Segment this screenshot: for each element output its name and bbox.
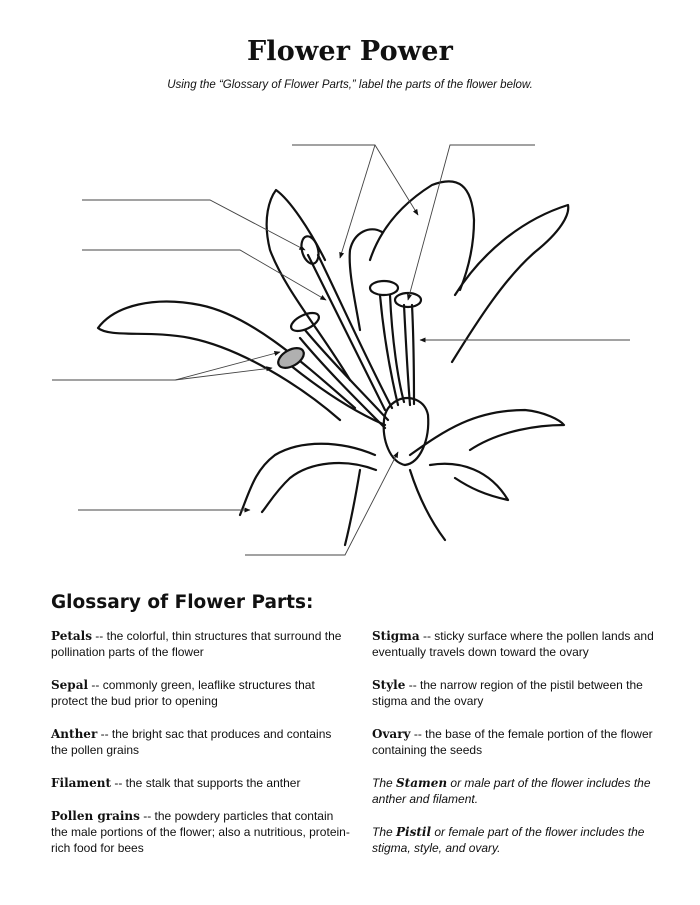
right-curl-petal [452, 205, 568, 362]
label-line-left-3b [175, 368, 272, 380]
glossary-entry: Filament -- the stalk that supports the anther [51, 776, 301, 790]
label-line-top-right [408, 145, 535, 300]
filament-3 [290, 365, 385, 425]
label-line-left-2 [82, 250, 326, 300]
right-petal [370, 181, 474, 290]
page-title: Flower Power [246, 36, 454, 67]
stigma-1 [370, 281, 398, 295]
label-lines [52, 145, 630, 555]
style-1b [390, 295, 404, 402]
ovary [384, 398, 429, 465]
sepal-right-lower [430, 464, 508, 500]
glossary-right-column [372, 628, 662, 873]
glossary-note: The Stamen or male part of the flower includes the anther and filament. [372, 776, 651, 806]
glossary-entry: Ovary -- the base of the female portion of the flower containing the seeds [372, 727, 653, 757]
instructions: Using the “Glossary of Flower Parts,” label the parts of the flower below. [167, 79, 533, 91]
label-line-left-1 [82, 200, 305, 250]
pollen-sac [275, 344, 307, 372]
label-line-top-center [292, 145, 418, 215]
glossary-entry: Petals -- the colorful, thin structures that surround the pollination parts of the flower [51, 629, 342, 659]
style-2 [404, 305, 410, 405]
glossary-entry: Style -- the narrow region of the pistil between the stigma and the ovary [372, 678, 643, 708]
glossary-left-column [51, 628, 351, 873]
label-line-top-center-b [340, 145, 375, 258]
glossary-entry: Sepal -- commonly green, leaflike structures that protect the bud prior to opening [51, 678, 315, 708]
glossary-entry: Pollen grains -- the powdery particles that contain the male portions of the flower; also a nutritious, protein-rich food for bees [51, 809, 350, 855]
style-2b [412, 305, 414, 404]
back-left-petal [267, 190, 350, 380]
glossary-note: The Pistil or female part of the flower includes the stigma, style, and ovary. [372, 825, 645, 855]
flower-drawing [98, 181, 568, 545]
left-petal [98, 302, 355, 420]
stem [345, 470, 445, 545]
label-line-left-3 [52, 352, 280, 380]
glossary-entry: Anther -- the bright sac that produces and contains the pollen grains [51, 727, 332, 757]
sepal-right [410, 410, 564, 455]
glossary-heading: Glossary of Flower Parts: [51, 592, 314, 613]
glossary-entry: Stigma -- sticky surface where the pollen lands and eventually travels down toward the ovary [372, 629, 654, 659]
